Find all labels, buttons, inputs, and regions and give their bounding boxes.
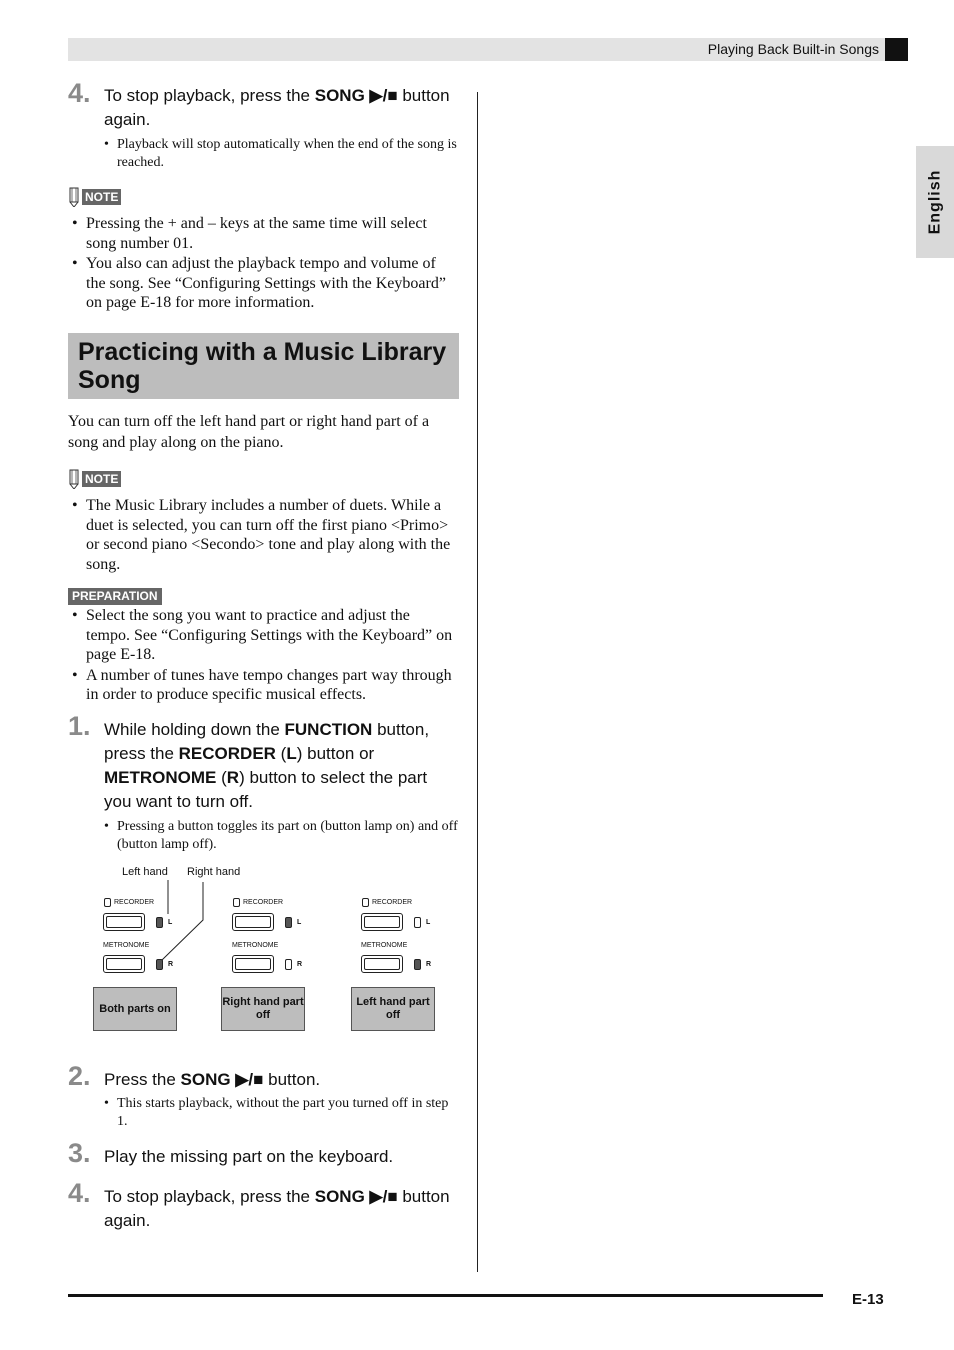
caption-left-hand-off: Left hand part off (351, 987, 435, 1031)
l-label: L (168, 919, 173, 926)
section-heading-box (68, 333, 459, 399)
recorder-button[interactable] (232, 913, 274, 931)
list-item: • Select the song you want to practice and adjust the tempo. See “Configuring Settings with the Keyboard” on page E-18. (72, 607, 453, 664)
step-subnote: • Pressing a button toggles its part on (button lamp on) and off (button lamp off). (104, 819, 458, 852)
step-number: 4. (68, 78, 91, 108)
r-label: R (426, 961, 432, 968)
list-item: • Pressing the + and – keys at the same time will select song number 01. (72, 215, 427, 252)
section-intro: You can turn off the left hand part or right hand part of a song and play along on the piano. (68, 413, 430, 451)
l-label: L (426, 919, 431, 926)
metronome-label: METRONOME (232, 942, 279, 949)
metronome-button[interactable] (232, 955, 274, 973)
recorder-lamp (414, 917, 421, 928)
recorder-led (104, 898, 111, 907)
note-badge: NOTE (68, 469, 121, 489)
panel-left-hand-off (361, 896, 451, 976)
note-badge: NOTE (68, 187, 121, 207)
header-block (885, 38, 908, 61)
metronome-button[interactable] (103, 955, 145, 973)
list-item: • The Music Library includes a number of duets. While a duet is selected, you can turn off the first piano <Primo> or second piano <Secondo> tone and play along with the song. (72, 497, 451, 573)
footer-rule (68, 1294, 823, 1297)
l-label: L (297, 919, 302, 926)
metronome-lamp (156, 959, 163, 970)
note-list (68, 214, 455, 314)
running-header-title: Playing Back Built-in Songs (707, 41, 879, 57)
section-heading: Practicing with a Music Library Song (78, 338, 447, 394)
pencil-icon (68, 469, 80, 489)
label-left-hand: Left hand (122, 866, 168, 878)
recorder-button[interactable] (361, 913, 403, 931)
step-subnote: • Playback will stop automatically when the end of the song is reached. (104, 137, 457, 170)
recorder-label: RECORDER (114, 899, 155, 906)
metronome-lamp (285, 959, 292, 970)
r-label: R (168, 961, 174, 968)
step-number: 3. (68, 1138, 91, 1168)
step-instruction: To stop playback, press the SONG ▶/■ button again. (104, 86, 450, 129)
panel-right-hand-off (232, 896, 322, 976)
preparation-badge: PREPARATION (68, 587, 162, 605)
note-list (68, 496, 455, 575)
panel-both-parts-on (103, 896, 193, 976)
list-item: • You also can adjust the playback tempo and volume of the song. See “Configuring Settings with the Keyboard” on page E-18 for more information. (72, 255, 446, 312)
pencil-icon (68, 187, 80, 207)
metronome-lamp (414, 959, 421, 970)
step-subnote: • This starts playback, without the part you turned off in step 1. (104, 1096, 449, 1129)
page-number: E-13 (852, 1291, 884, 1308)
recorder-button[interactable] (103, 913, 145, 931)
recorder-led (362, 898, 369, 907)
recorder-led (233, 898, 240, 907)
recorder-label: RECORDER (243, 899, 284, 906)
step-number: 2. (68, 1061, 91, 1091)
preparation-list (68, 606, 455, 706)
metronome-button[interactable] (361, 955, 403, 973)
step-number: 1. (68, 711, 91, 741)
recorder-lamp (156, 917, 163, 928)
step-instruction: To stop playback, press the SONG ▶/■ button again. (104, 1187, 450, 1230)
metronome-label: METRONOME (103, 942, 150, 949)
step-instruction: Play the missing part on the keyboard. (104, 1147, 394, 1166)
label-right-hand: Right hand (187, 866, 241, 878)
step-instruction: Press the SONG ▶/■ button. (104, 1070, 321, 1089)
recorder-lamp (285, 917, 292, 928)
caption-right-hand-off: Right hand part off (221, 987, 305, 1031)
step-instruction: While holding down the FUNCTION button, press the RECORDER (L) button or METRONOME (R) button to select the part you want to turn off. (104, 720, 430, 811)
column-divider (477, 92, 478, 1272)
language-tab (916, 146, 954, 258)
metronome-label: METRONOME (361, 942, 408, 949)
recorder-label: RECORDER (372, 899, 413, 906)
language-tab-label: English (926, 169, 943, 235)
button-diagram (68, 862, 459, 1037)
list-item: • A number of tunes have tempo changes part way through in order to produce specific musical effects. (72, 666, 452, 704)
step-number: 4. (68, 1178, 91, 1208)
r-label: R (297, 961, 303, 968)
caption-both-parts-on: Both parts on (93, 987, 177, 1031)
